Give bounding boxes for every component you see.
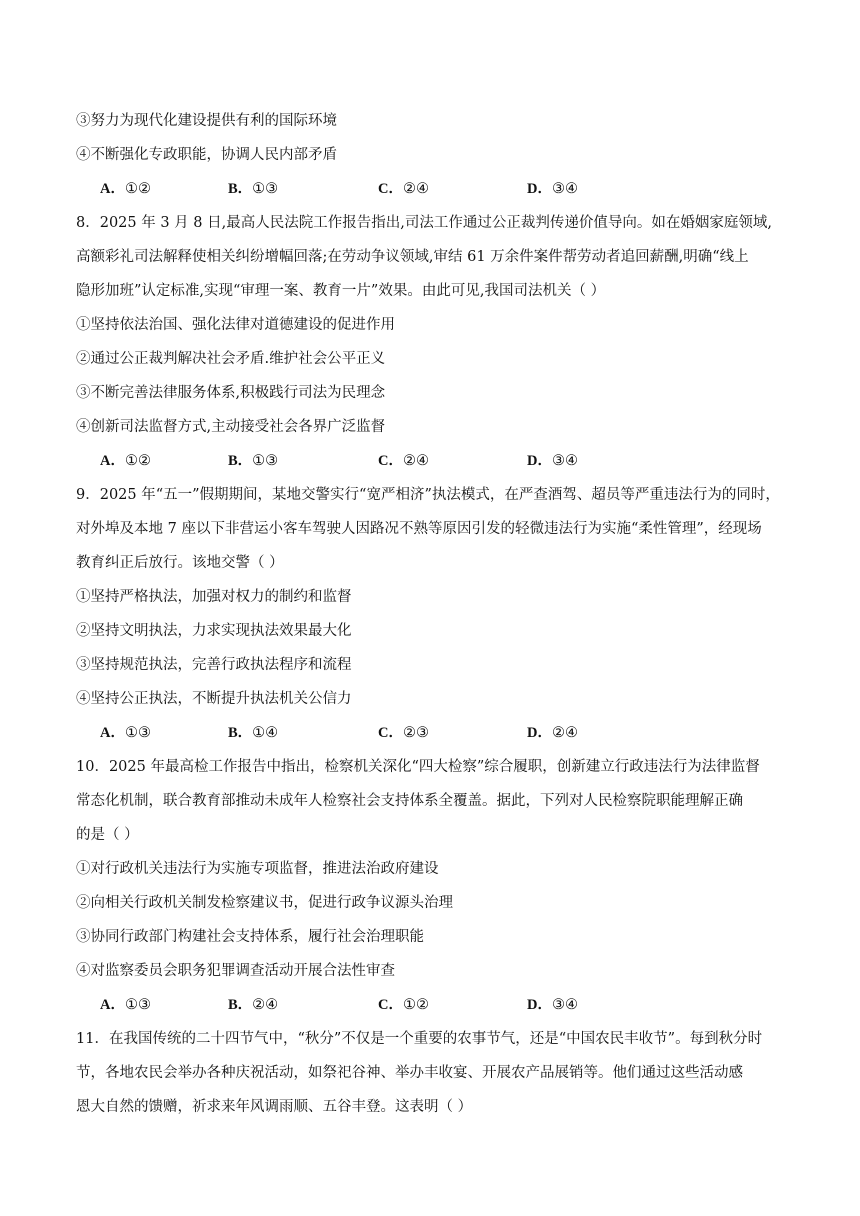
q10-option-d[interactable]	[527, 995, 578, 1015]
option-label: B．	[228, 725, 253, 741]
q7-option-b[interactable]	[228, 179, 278, 199]
option-text: ②④	[252, 997, 279, 1013]
q7-option-c[interactable]	[378, 179, 429, 199]
option-label: D．	[527, 453, 552, 469]
option-text: ②④	[402, 453, 429, 469]
q8-option-d[interactable]	[527, 451, 578, 471]
q10-option-a[interactable]	[100, 995, 151, 1015]
option-text: ③④	[551, 181, 578, 197]
q10-option-b[interactable]	[228, 995, 278, 1015]
q10-stem-line-1: 10．2025 年最高检工作报告中指出，检察机关深化“四大检察”综合履职，创新建立行政违法行为法律监督	[76, 759, 760, 775]
option-label: B．	[228, 997, 253, 1013]
q9-stem-line-1: 9．2025 年“五一”假期期间，某地交警实行“宽严相济”执法模式，在严查酒驾、超员等严重违法行为的同时，	[76, 487, 780, 503]
q8-item-1: ①坚持依法治国、强化法律对道德建设的促进作用	[76, 317, 395, 333]
option-label: A．	[100, 997, 125, 1013]
q9-stem-line-3: 教育纠正后放行。该地交警（ ）	[76, 555, 284, 571]
q10-stem-line-3: 的是（ ）	[76, 827, 139, 843]
q8-option-c[interactable]	[378, 451, 429, 471]
q10-options	[100, 995, 800, 1015]
q8-stem-line-3: 隐形加班”认定标准,实现“审理一案、教育一片”效果。由此可见,我国司法机关（ ）	[76, 283, 606, 299]
q11-stem-line-2: 节，各地农民会举办各种庆祝活动，如祭祀谷神、举办丰收宴、开展农产品展销等。他们通过这些活动感	[76, 1065, 743, 1081]
option-label: C．	[378, 725, 403, 741]
q8-stem-line-1: 8．2025 年 3 月 8 日,最高人民法院工作报告指出,司法工作通过公正裁判传递价值导向。如在婚姻家庭领域,	[76, 215, 772, 231]
option-label: D．	[527, 997, 552, 1013]
q9-item-3: ③坚持规范执法，完善行政执法程序和流程	[76, 657, 352, 673]
q9-option-b[interactable]	[228, 723, 278, 743]
option-text: ③④	[551, 453, 578, 469]
q9-option-a[interactable]	[100, 723, 151, 743]
option-label: C．	[378, 181, 403, 197]
q7-option-d[interactable]	[527, 179, 578, 199]
option-label: B．	[228, 181, 253, 197]
option-text: ①②	[124, 453, 151, 469]
option-label: A．	[100, 181, 125, 197]
option-text: ①②	[124, 181, 151, 197]
q11-stem-line-3: 恩大自然的馈赠，祈求来年风调雨顺、五谷丰登。这表明（ ）	[76, 1099, 473, 1115]
q9-option-d[interactable]	[527, 723, 578, 743]
option-text: ①④	[252, 725, 279, 741]
option-label: C．	[378, 997, 403, 1013]
q9-options	[100, 723, 800, 743]
q7-item-3: ③努力为现代化建设提供有利的国际环境	[76, 113, 337, 129]
q9-stem-line-2: 对外埠及本地 7 座以下非营运小客车驾驶人因路况不熟等原因引发的轻微违法行为实施“柔性管理”，经现场	[76, 521, 762, 537]
option-text: ②④	[551, 725, 578, 741]
q10-option-c[interactable]	[378, 995, 429, 1015]
option-label: A．	[100, 453, 125, 469]
option-label: D．	[527, 725, 552, 741]
q7-options	[100, 179, 800, 199]
q8-item-3: ③不断完善法律服务体系,积极践行司法为民理念	[76, 385, 386, 401]
q7-option-a[interactable]	[100, 179, 151, 199]
option-text: ①③	[124, 725, 151, 741]
q9-item-1: ①坚持严格执法，加强对权力的制约和监督	[76, 589, 352, 605]
option-label: D．	[527, 181, 552, 197]
q10-item-1: ①对行政机关违法行为实施专项监督，推进法治政府建设	[76, 861, 439, 877]
q11-stem-line-1: 11．在我国传统的二十四节气中，“秋分”不仅是一个重要的农事节气，还是“中国农民丰收节”。每到秋分时	[76, 1031, 763, 1047]
q9-item-2: ②坚持文明执法，力求实现执法效果最大化	[76, 623, 352, 639]
q8-item-4: ④创新司法监督方式,主动接受社会各界广泛监督	[76, 419, 386, 435]
q10-item-2: ②向相关行政机关制发检察建议书，促进行政争议源头治理	[76, 895, 453, 911]
q9-option-c[interactable]	[378, 723, 429, 743]
option-label: B．	[228, 453, 253, 469]
q7-item-4: ④不断强化专政职能，协调人民内部矛盾	[76, 147, 337, 163]
q8-item-2: ②通过公正裁判解决社会矛盾.维护社会公平正义	[76, 351, 386, 367]
option-text: ①③	[124, 997, 151, 1013]
q10-stem-line-2: 常态化机制，联合教育部推动未成年人检察社会支持体系全覆盖。据此，下列对人民检察院职能理解正确	[76, 793, 743, 809]
option-text: ①③	[252, 181, 279, 197]
q8-stem-line-2: 高额彩礼司法解释使相关纠纷增幅回落;在劳动争议领域,审结 61 万余件案件帮劳动者追回薪酬,明确“线上	[76, 249, 749, 265]
option-label: A．	[100, 725, 125, 741]
q10-item-4: ④对监察委员会职务犯罪调查活动开展合法性审查	[76, 963, 395, 979]
option-label: C．	[378, 453, 403, 469]
q10-item-3: ③协同行政部门构建社会支持体系，履行社会治理职能	[76, 929, 424, 945]
q8-option-a[interactable]	[100, 451, 151, 471]
option-text: ①③	[252, 453, 279, 469]
q8-options	[100, 451, 800, 471]
q9-item-4: ④坚持公正执法，不断提升执法机关公信力	[76, 691, 352, 707]
option-text: ③④	[551, 997, 578, 1013]
q8-option-b[interactable]	[228, 451, 278, 471]
option-text: ②④	[402, 181, 429, 197]
option-text: ①②	[402, 997, 429, 1013]
option-text: ②③	[402, 725, 429, 741]
